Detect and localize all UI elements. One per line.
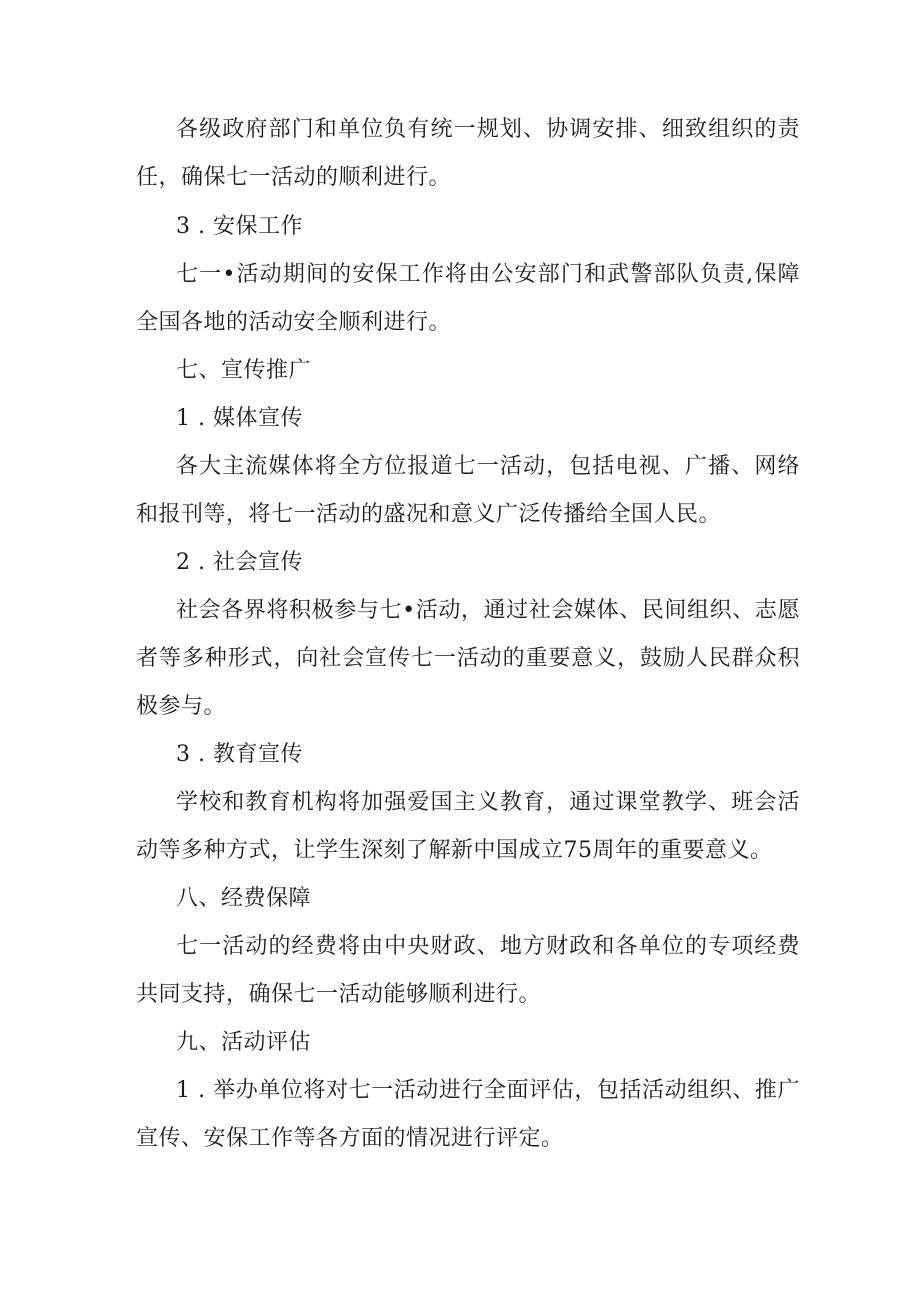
heading-security-work: 3 . 安保工作 xyxy=(176,214,303,239)
paragraph-funding: 七一活动的经费将由中央财政、地方财政和各单位的专项经费共同支持，确保七一活动能够顺利进行。 xyxy=(136,934,800,1007)
heading-media-publicity: 1 . 媒体宣传 xyxy=(176,406,303,431)
paragraph-evaluation: 1 . 举办单位将对七一活动进行全面评估，包括活动组织、推广宣传、安保工作等各方面的情况进行评定。 xyxy=(136,1078,800,1151)
heading-publicity: 七、宣传推广 xyxy=(176,358,312,383)
paragraph-education: 学校和教育机构将加强爱国主义教育，通过课堂教学、班会活动等多种方式，让学生深刻了解新中国成立75周年的重要意义。 xyxy=(136,790,800,863)
heading-evaluation: 九、活动评估 xyxy=(176,1030,312,1055)
paragraph-responsibility: 各级政府部门和单位负有统一规划、协调安排、细致组织的责任，确保七一活动的顺利进行。 xyxy=(136,117,800,190)
heading-education-publicity: 3 . 教育宣传 xyxy=(176,742,303,767)
paragraph-social: 社会各界将积极参与七•活动，通过社会媒体、民间组织、志愿者等多种形式，向社会宣传七一活动的重要意义，鼓励人民群众积极参与。 xyxy=(136,598,800,719)
heading-social-publicity: 2 . 社会宣传 xyxy=(176,550,303,575)
paragraph-media: 各大主流媒体将全方位报道七一活动，包括电视、广播、网络和报刊等，将七一活动的盛况和意义广泛传播给全国人民。 xyxy=(136,454,800,527)
paragraph-security: 七一•活动期间的安保工作将由公安部门和武警部队负责,保障全国各地的活动安全顺利进行。 xyxy=(136,262,800,335)
heading-funding: 八、经费保障 xyxy=(176,886,312,911)
